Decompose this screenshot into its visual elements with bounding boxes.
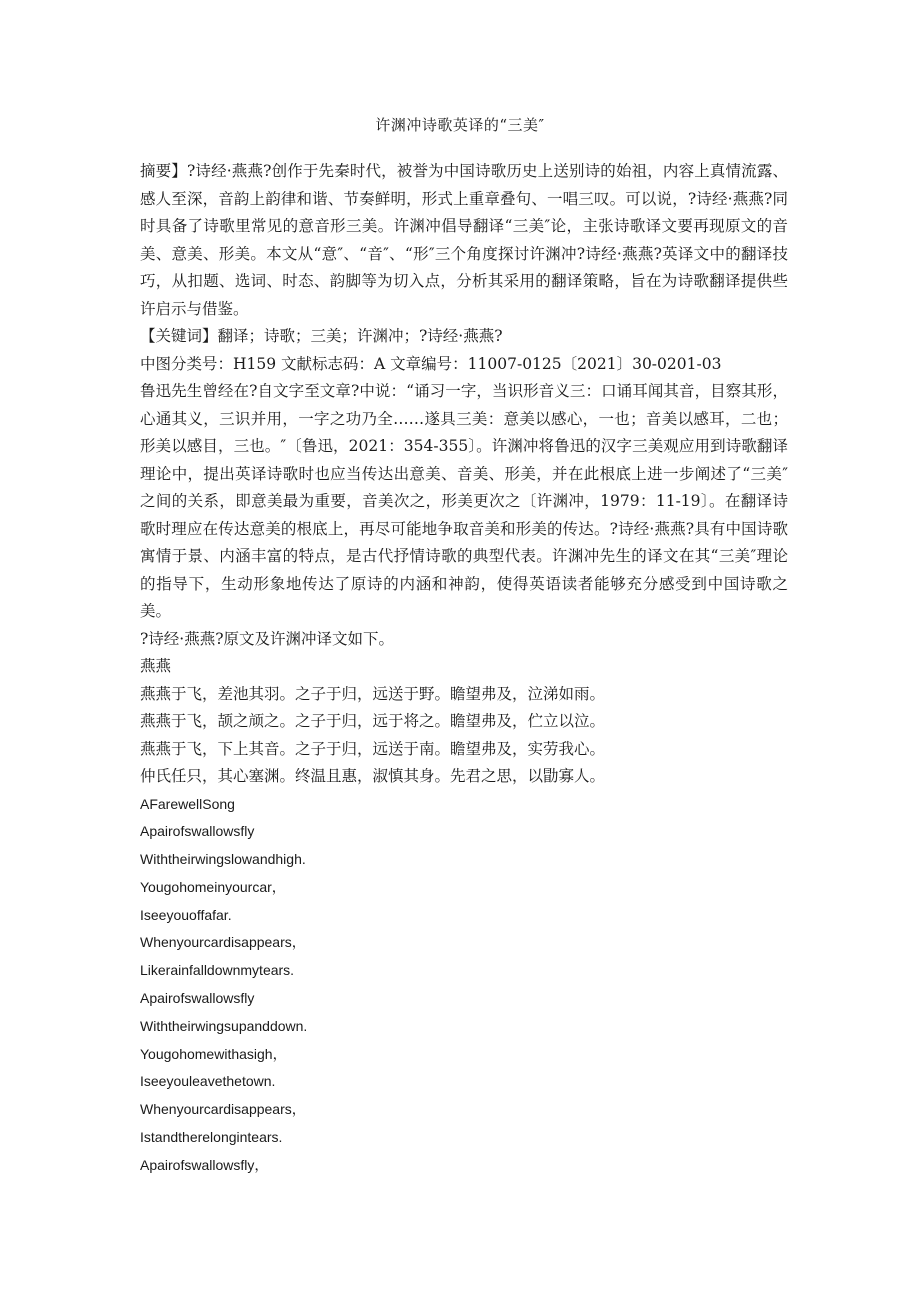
poem-line: 仲氏任只，其心塞渊。终温且惠，淑慎其身。先君之思，以勖寡人。	[140, 767, 606, 785]
keywords-line: 【关键词】翻译；诗歌；三美；许渊冲；?诗经·燕燕?	[140, 327, 503, 345]
translation-line: Withtheirwingsupanddown.	[140, 1017, 308, 1034]
translation-line: Whenyourcardisappears，	[140, 1101, 306, 1118]
translation-line: Whenyourcardisappears，	[140, 934, 306, 951]
translation-line: Iseeyouoffafar.	[140, 906, 232, 923]
intro-paragraph: 鲁迅先生曾经在?自文字至文章?中说：“诵习一字，当识形音义三：口诵耳闻其音，目察其形，心通其义，三识并用，一字之功乃全……遂具三美：意美以感心，一也；音美以感耳，二也；形美以感目，三也。″〔鲁迅，2021：354-355〕。许渊冲将鲁迅的汉字三美观应用到诗歌翻译理论中，提出英译诗歌时也应当传达出意美、音美、形美，并在此根底上进一步阐述了“三美″之间的关系，即意美最为重要，音美次之，形美更次之〔许渊冲，1979：11-19〕。在翻译诗歌时理应在传达意美的根底上，再尽可能地争取音美和形美的传达。?诗经·燕燕?具有中国诗歌寓情于景、内涵丰富的特点，是古代抒情诗歌的典型代表。许渊冲先生的译文在其“三美″理论的指导下，生动形象地传达了原诗的内涵和神韵，使得英语读者能够充分感受到中国诗歌之美。	[140, 382, 788, 620]
translation-line: Likerainfalldownmytears.	[140, 962, 295, 979]
poem-line: 燕燕于飞，差池其羽。之子于归，远送于野。瞻望弗及，泣涕如雨。	[140, 684, 606, 703]
document-body	[140, 158, 788, 1180]
translation-line: Istandtherelongintears.	[140, 1129, 283, 1146]
classification-line: 中图分类号：H159 文献标志码：A 文章编号：11007-0125〔2021〕30-0201-03	[140, 354, 722, 373]
translation-line: Apairofswallowsfly	[140, 823, 255, 840]
abstract-paragraph: 摘要】?诗经·燕燕?创作于先秦时代，被誉为中国诗歌历史上送别诗的始祖，内容上真情流露、感人至深，音韵上韵律和谐、节奏鲜明，形式上重章叠句、一唱三叹。可以说，?诗经·燕燕?同时具备了诗歌里常见的意音形三美。许渊冲倡导翻译“三美″论，主张诗歌译文要再现原文的音美、意美、形美。本文从“意″、“音″、“形″三个角度探讨许渊冲?诗经·燕燕?英译文中的翻译技巧，从扣题、选词、时态、韵脚等为切入点，分析其采用的翻译策略，旨在为诗歌翻译提供些许启示与借鉴。	[140, 162, 788, 318]
poem-line: 燕燕于飞，颉之颃之。之子于归，远于将之。瞻望弗及，伫立以泣。	[140, 712, 606, 730]
translation-title: AFarewellSong	[140, 795, 235, 812]
translation-line: Withtheirwingslowandhigh.	[140, 851, 306, 868]
translation-line: Apairofswallowsfly，	[140, 1156, 269, 1173]
poem-title: 燕燕	[140, 657, 172, 675]
poem-intro-line: ?诗经·燕燕?原文及许渊冲译文如下。	[140, 629, 395, 648]
poem-line: 燕燕于飞，下上其音。之子于归，远送于南。瞻望弗及，实劳我心。	[140, 739, 606, 758]
translation-line: Yougohomewithasigh，	[140, 1045, 287, 1062]
translation-line: Iseeyouleavethetown.	[140, 1073, 276, 1090]
document-title: 许渊冲诗歌英译的“三美″	[375, 116, 545, 134]
translation-line: Yougohomeinyourcar，	[140, 878, 286, 895]
translation-line: Apairofswallowsfly	[140, 990, 255, 1007]
